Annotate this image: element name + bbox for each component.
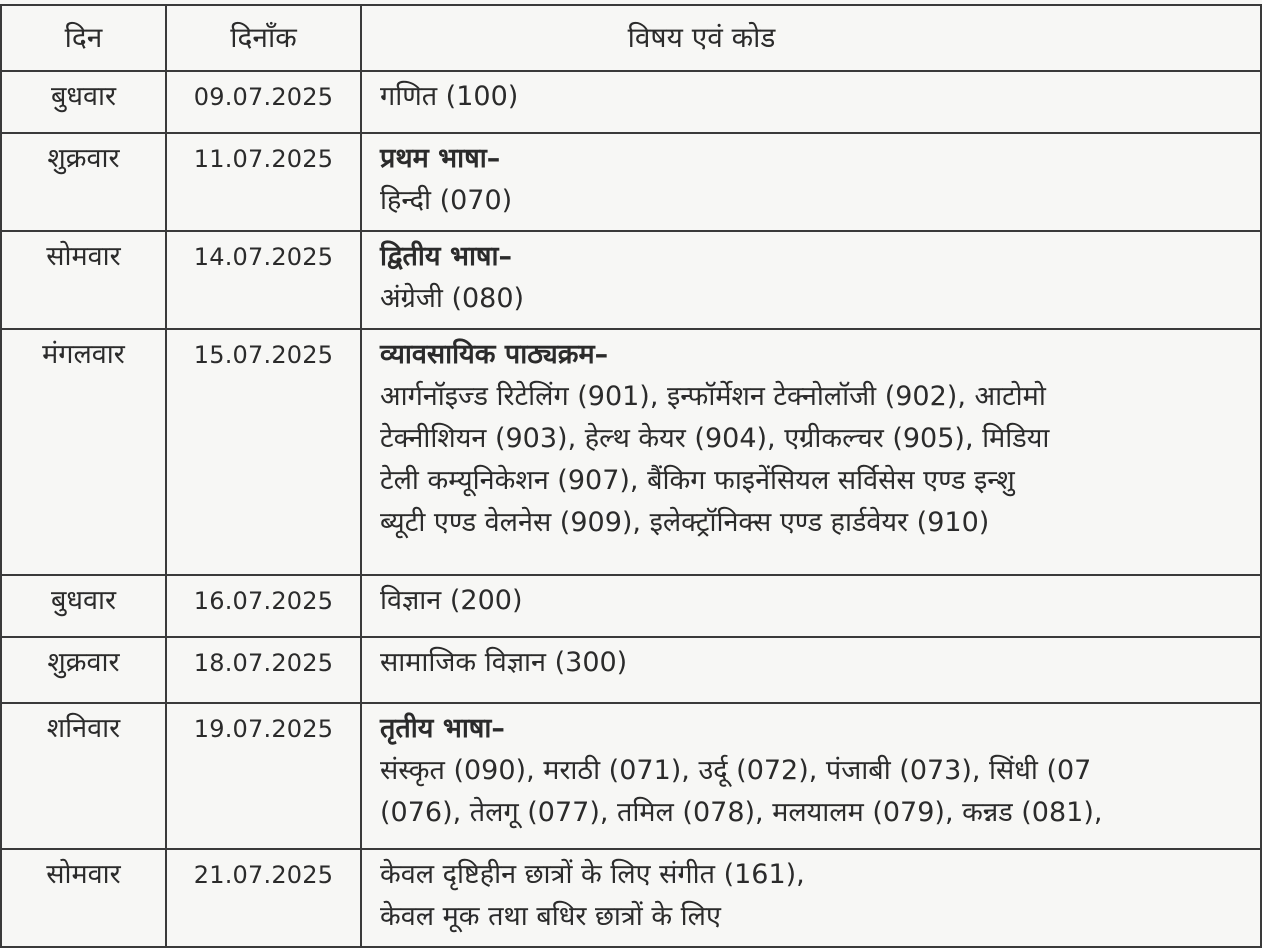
subject-cell <box>361 703 1261 849</box>
table-row <box>1 575 1261 637</box>
subject-cell <box>361 849 1261 947</box>
subject-line: (076), तेलगू (077), तमिल (078), मलयालम (079), कन्नड (081), <box>380 797 1103 828</box>
day-cell: सोमवार <box>1 849 166 947</box>
subject-line: विज्ञान (200) <box>380 585 523 616</box>
date-cell: 18.07.2025 <box>166 637 361 703</box>
table-row <box>1 849 1261 947</box>
subject-cell <box>361 575 1261 637</box>
subject-line: गणित (100) <box>380 81 519 112</box>
subject-cell <box>361 231 1261 329</box>
table-row <box>1 329 1261 575</box>
date-cell: 09.07.2025 <box>166 71 361 133</box>
date-cell: 16.07.2025 <box>166 575 361 637</box>
date-cell: 14.07.2025 <box>166 231 361 329</box>
subject-line: केवल दृष्टिहीन छात्रों के लिए संगीत (161), <box>380 859 805 890</box>
subject-cell <box>361 637 1261 703</box>
subject-cell <box>361 71 1261 133</box>
table-row <box>1 71 1261 133</box>
subject-cell <box>361 329 1261 575</box>
subject-line: संस्कृत (090), मराठी (071), उर्दू (072), पंजाबी (073), सिंधी (07 <box>380 755 1092 786</box>
date-cell: 21.07.2025 <box>166 849 361 947</box>
subject-line: ब्यूटी एण्ड वेलनेस (909), इलेक्ट्रॉनिक्स एण्ड हार्डवेयर (910) <box>380 507 990 538</box>
subject-cell <box>361 133 1261 231</box>
exam-schedule-table <box>0 4 1262 948</box>
subject-line: सामाजिक विज्ञान (300) <box>380 647 628 678</box>
day-cell: बुधवार <box>1 71 166 133</box>
subject-line: हिन्दी (070) <box>380 185 513 216</box>
schedule-body <box>1 71 1261 947</box>
date-cell: 11.07.2025 <box>166 133 361 231</box>
day-cell: सोमवार <box>1 231 166 329</box>
header-date: दिनाँक <box>166 5 361 71</box>
subject-heading: तृतीय भाषा– <box>380 713 505 744</box>
subject-line: टेली कम्यूनिकेशन (907), बैंकिग फाइनेंसियल सर्विसेस एण्ड इन्शु <box>380 465 1015 496</box>
date-cell: 19.07.2025 <box>166 703 361 849</box>
header-subject: विषय एवं कोड <box>361 5 1261 71</box>
day-cell: शुक्रवार <box>1 637 166 703</box>
day-cell: बुधवार <box>1 575 166 637</box>
subject-line: अंग्रेजी (080) <box>380 283 525 314</box>
header-row <box>1 5 1261 71</box>
subject-heading: प्रथम भाषा– <box>380 143 501 174</box>
subject-line: टेक्नीशियन (903), हेल्थ केयर (904), एग्रीकल्चर (905), मिडिया <box>380 423 1050 454</box>
subject-heading: व्यावसायिक पाठ्यक्रम– <box>380 339 609 370</box>
table-row <box>1 133 1261 231</box>
day-cell: शुक्रवार <box>1 133 166 231</box>
day-cell: मंगलवार <box>1 329 166 575</box>
table-row <box>1 637 1261 703</box>
table-row <box>1 703 1261 849</box>
subject-heading: द्वितीय भाषा– <box>380 241 513 272</box>
table-row <box>1 231 1261 329</box>
day-cell: शनिवार <box>1 703 166 849</box>
subject-line: आर्गनॉइज्ड रिटेलिंग (901), इन्फॉर्मेशन टेक्नोलॉजी (902), आटोमो <box>380 381 1046 412</box>
date-cell: 15.07.2025 <box>166 329 361 575</box>
header-day: दिन <box>1 5 166 71</box>
subject-line: केवल मूक तथा बधिर छात्रों के लिए <box>380 901 721 932</box>
